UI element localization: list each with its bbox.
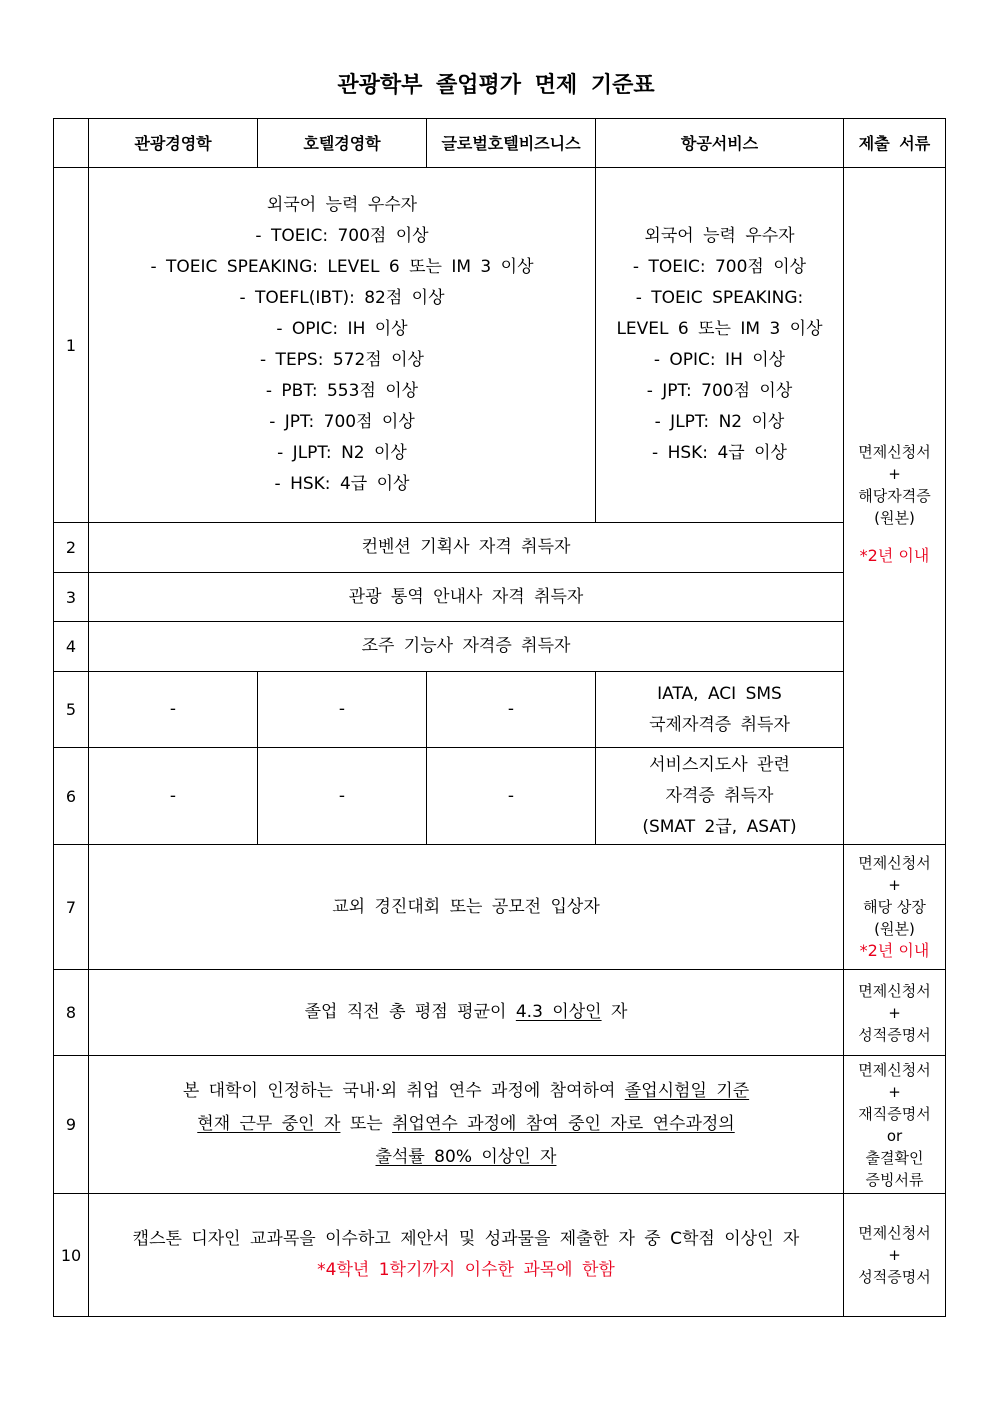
row-number: 1 (54, 168, 89, 523)
doc-line: 출결확인 (865, 1148, 924, 1167)
criteria-segment: 자 (601, 1002, 628, 1022)
row-number: 5 (54, 672, 89, 748)
doc-line: + (888, 1246, 901, 1264)
page-title: 관광학부 졸업평가 면제 기준표 (337, 73, 655, 98)
criteria-line: - TEPS: 572점 이상 (260, 350, 424, 370)
row-number: 8 (54, 970, 89, 1056)
doc-line: + (888, 1003, 901, 1022)
table-row (54, 845, 946, 970)
doc-line: 성적증명서 (858, 1025, 931, 1044)
table-row (54, 573, 946, 622)
criteria-text: 조주 기능사 자격증 취득자 (89, 622, 844, 672)
cell-airline (596, 672, 844, 748)
documents-transcript (844, 970, 946, 1056)
criteria-line: IATA, ACI SMS (657, 683, 782, 704)
criteria-line: LEVEL 6 또는 IM 3 이상 (616, 319, 823, 339)
criteria-underlined: 출석률 80% 이상인 자 (375, 1147, 557, 1167)
doc-line: + (888, 1082, 901, 1101)
criteria-underlined: 4.3 이상인 (515, 1002, 602, 1022)
criteria-segment: 졸업 직전 총 평점 평균이 (304, 1002, 516, 1022)
header-row (54, 119, 946, 168)
doc-line: 증빙서류 (865, 1170, 924, 1189)
doc-line: 면제신청서 (858, 981, 931, 1000)
criteria-text (89, 1194, 844, 1317)
cell-hotel: - (258, 748, 427, 845)
criteria-line: - TOEIC: 700점 이상 (632, 257, 807, 277)
cell-global-hotel: - (427, 672, 596, 748)
doc-line: 면제신청서 (858, 1060, 931, 1079)
criteria-line: - HSK: 4급 이상 (652, 443, 787, 463)
criteria-line: 서비스지도사 관련 (649, 754, 790, 775)
criteria-line: 외국어 능력 우수자 (644, 226, 795, 246)
table-row (54, 523, 946, 573)
criteria-line: - PBT: 553점 이상 (265, 381, 419, 401)
header-hotel-management: 호텔경영학 (258, 119, 427, 168)
criteria-underlined: 취업연수 과정에 참여 중인 자로 연수과정의 (392, 1114, 735, 1134)
criteria-text: 관광 통역 안내사 자격 취득자 (89, 573, 844, 622)
documents-certificates (844, 168, 946, 845)
criteria-underlined: 현재 근무 중인 자 (197, 1114, 341, 1134)
criteria-underlined: 졸업시험일 기준 (624, 1081, 750, 1101)
criteria-line: - TOEIC: 700점 이상 (255, 226, 429, 246)
criteria-line: - TOEIC SPEAKING: (635, 288, 804, 308)
cell-tourism: - (89, 748, 258, 845)
criteria-segment: 또는 (340, 1114, 393, 1134)
cell-tourism: - (89, 672, 258, 748)
header-global-hotel-business: 글로벌호텔비즈니스 (427, 119, 596, 168)
row-number: 10 (54, 1194, 89, 1317)
doc-line: or (886, 1126, 903, 1145)
doc-line: 재직증명서 (858, 1104, 931, 1123)
doc-line: (원본) (874, 920, 915, 938)
table-row (54, 168, 946, 523)
table-row (54, 672, 946, 748)
doc-line: 면제신청서 (858, 1224, 931, 1242)
row-number: 6 (54, 748, 89, 845)
criteria-segment: 본 대학이 인정하는 국내·외 취업 연수 과정에 참여하여 (182, 1081, 625, 1101)
header-documents: 제출 서류 (844, 119, 946, 168)
criteria-text: 교외 경진대회 또는 공모전 입상자 (89, 845, 844, 970)
cell-global-hotel: - (427, 748, 596, 845)
criteria-line: - OPIC: IH 이상 (276, 319, 408, 339)
criteria-line: - HSK: 4급 이상 (274, 474, 410, 494)
header-airline-service: 항공서비스 (596, 119, 844, 168)
header-num (54, 119, 89, 168)
criteria-line: 외국어 능력 우수자 (266, 195, 418, 215)
doc-line: 성적증명서 (858, 1268, 931, 1286)
row-number: 4 (54, 622, 89, 672)
doc-line: 면제신청서 (858, 854, 931, 872)
criteria-line (89, 1075, 843, 1108)
criteria-line: - JPT: 700점 이상 (646, 381, 793, 401)
criteria-line: - JPT: 700점 이상 (269, 412, 415, 432)
criteria-line: - TOEIC SPEAKING: LEVEL 6 또는 IM 3 이상 (150, 257, 534, 277)
language-criteria-common (89, 168, 596, 523)
criteria-line: - TOEFL(IBT): 82점 이상 (239, 288, 445, 308)
documents-award (844, 845, 946, 970)
cell-airline (596, 748, 844, 845)
doc-line: + (888, 465, 901, 483)
criteria-line (89, 1108, 843, 1141)
row-number: 2 (54, 523, 89, 573)
table-row (54, 1056, 946, 1194)
language-criteria-airline (596, 168, 844, 523)
criteria-line: 캡스톤 디자인 교과목을 이수하고 제안서 및 성과물을 제출한 자 중 C학점 이상인 자 (132, 1229, 800, 1249)
criteria-text (89, 970, 844, 1056)
criteria-line: - JLPT: N2 이상 (654, 412, 785, 432)
row-number: 7 (54, 845, 89, 970)
documents-employment (844, 1056, 946, 1194)
row-number: 3 (54, 573, 89, 622)
doc-line: 해당 상장 (863, 898, 926, 916)
doc-line: + (888, 876, 901, 894)
criteria-line: - JLPT: N2 이상 (277, 443, 407, 463)
criteria-note: *4학년 1학기까지 이수한 과목에 한함 (317, 1260, 615, 1280)
exemption-table (53, 118, 946, 1317)
criteria-line: 국제자격증 취득자 (649, 714, 790, 735)
table-row (54, 1194, 946, 1317)
table-row (54, 970, 946, 1056)
criteria-text (89, 1056, 844, 1194)
criteria-text: 컨벤션 기획사 자격 취득자 (89, 523, 844, 573)
criteria-line: (SMAT 2급, ASAT) (642, 816, 797, 837)
header-tourism-management: 관광경영학 (89, 119, 258, 168)
table-row (54, 748, 946, 845)
spacer (844, 529, 945, 541)
validity-note: *2년 이내 (859, 941, 930, 960)
doc-line: 해당자격증 (858, 487, 931, 505)
row-number: 9 (54, 1056, 89, 1194)
cell-hotel: - (258, 672, 427, 748)
documents-capstone (844, 1194, 946, 1317)
criteria-line: - OPIC: IH 이상 (653, 350, 786, 370)
validity-note: *2년 이내 (859, 546, 930, 565)
doc-line: (원본) (874, 509, 915, 527)
criteria-line: 자격증 취득자 (665, 785, 774, 806)
table-row (54, 622, 946, 672)
doc-line: 면제신청서 (858, 443, 931, 461)
